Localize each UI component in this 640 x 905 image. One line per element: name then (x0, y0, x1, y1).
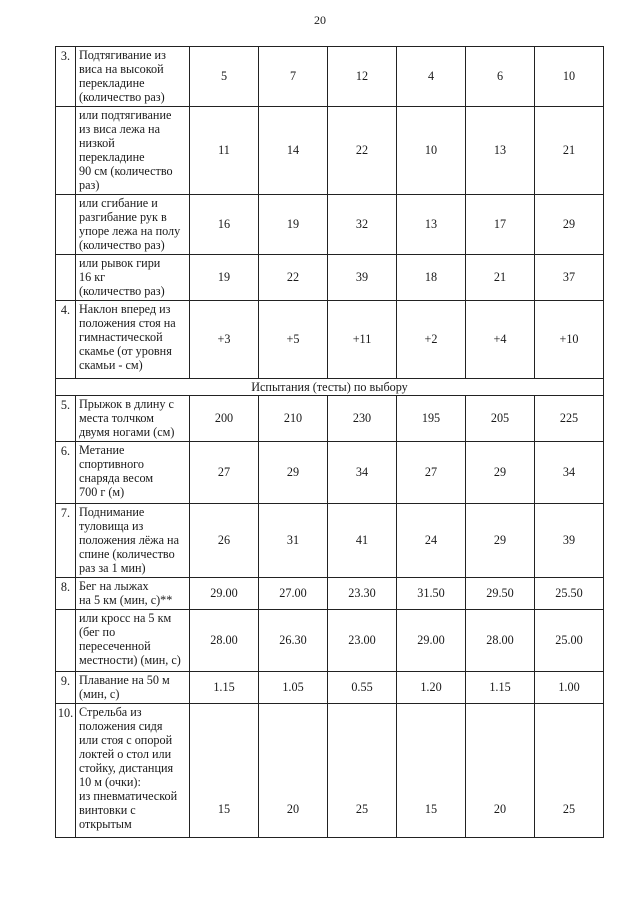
norm-value: 27 (190, 442, 259, 504)
table-row (56, 442, 604, 504)
table-row (56, 704, 604, 838)
norm-value: 7 (259, 47, 328, 107)
norm-value: 21 (466, 255, 535, 301)
norm-value: 230 (328, 396, 397, 442)
norm-value: 6 (466, 47, 535, 107)
norm-value: 16 (190, 195, 259, 255)
standards-table (55, 46, 604, 838)
exercise-name: Стрельба из положения сидя или стоя с опорой локтей о стол или стойку, дистанция 10 м (очки): из пневматической винтовки с открытым (76, 704, 190, 838)
section-title: Испытания (тесты) по выбору (56, 379, 604, 396)
norm-value: 22 (259, 255, 328, 301)
exercise-name: Наклон вперед из положения стоя на гимнастической скамье (от уровня скамьи - см) (76, 301, 190, 379)
norm-value: 0.55 (328, 672, 397, 704)
table-row (56, 672, 604, 704)
norm-value: 15 (190, 704, 259, 838)
norm-value: 22 (328, 107, 397, 195)
norm-value: +4 (466, 301, 535, 379)
table-row (56, 610, 604, 672)
norm-value: +10 (535, 301, 604, 379)
row-number (56, 107, 76, 195)
row-number (56, 255, 76, 301)
row-number (56, 195, 76, 255)
norm-value: 29.00 (190, 578, 259, 610)
norm-value: 28.00 (190, 610, 259, 672)
exercise-name: или подтягивание из виса лежа на низкой перекладине 90 см (количество раз) (76, 107, 190, 195)
norm-value: 210 (259, 396, 328, 442)
exercise-name: Бег на лыжах на 5 км (мин, с)** (76, 578, 190, 610)
exercise-name: Подтягивание из виса на высокой перекладине (количество раз) (76, 47, 190, 107)
norm-value: 37 (535, 255, 604, 301)
norm-value: 10 (535, 47, 604, 107)
norm-value: 27 (397, 442, 466, 504)
row-number (56, 610, 76, 672)
norm-value: 31 (259, 504, 328, 578)
norm-value: 29.50 (466, 578, 535, 610)
norm-value: 29 (466, 504, 535, 578)
norm-value: +3 (190, 301, 259, 379)
norm-value: 28.00 (466, 610, 535, 672)
norm-value: 20 (466, 704, 535, 838)
row-number: 6. (56, 442, 76, 504)
norm-value: 32 (328, 195, 397, 255)
row-number: 3. (56, 47, 76, 107)
table-row (56, 301, 604, 379)
norm-value: 21 (535, 107, 604, 195)
exercise-name: Поднимание туловища из положения лёжа на спине (количество раз за 1 мин) (76, 504, 190, 578)
norm-value: 24 (397, 504, 466, 578)
norm-value: 29.00 (397, 610, 466, 672)
norm-value: 25.00 (535, 610, 604, 672)
norm-value: 15 (397, 704, 466, 838)
row-number: 8. (56, 578, 76, 610)
norm-value: +11 (328, 301, 397, 379)
row-number: 7. (56, 504, 76, 578)
norm-value: 205 (466, 396, 535, 442)
norm-value: 1.00 (535, 672, 604, 704)
norm-value: 1.15 (190, 672, 259, 704)
norm-value: 17 (466, 195, 535, 255)
norm-value: 34 (535, 442, 604, 504)
norm-value: 195 (397, 396, 466, 442)
norm-value: 25 (328, 704, 397, 838)
norm-value: 29 (535, 195, 604, 255)
norm-value: 20 (259, 704, 328, 838)
page-number: 20 (314, 13, 326, 27)
table-row (56, 396, 604, 442)
exercise-name: Плавание на 50 м (мин, с) (76, 672, 190, 704)
table-row (56, 47, 604, 107)
norm-value: 23.30 (328, 578, 397, 610)
norm-value: 29 (259, 442, 328, 504)
norm-value: 1.15 (466, 672, 535, 704)
norm-value: 26 (190, 504, 259, 578)
table-row (56, 578, 604, 610)
section-row (56, 379, 604, 396)
exercise-name: или кросс на 5 км (бег по пересеченной местности) (мин, с) (76, 610, 190, 672)
table-row (56, 195, 604, 255)
row-number: 10. (56, 704, 76, 838)
norm-value: 14 (259, 107, 328, 195)
norm-value: 5 (190, 47, 259, 107)
norm-value: 26.30 (259, 610, 328, 672)
table-row (56, 504, 604, 578)
norm-value: 11 (190, 107, 259, 195)
norm-value: 13 (466, 107, 535, 195)
norm-value: 12 (328, 47, 397, 107)
norm-value: 39 (535, 504, 604, 578)
row-number: 9. (56, 672, 76, 704)
table-row (56, 107, 604, 195)
norm-value: 25.50 (535, 578, 604, 610)
norm-value: 27.00 (259, 578, 328, 610)
norm-value: 19 (190, 255, 259, 301)
norm-value: 1.05 (259, 672, 328, 704)
norm-value: 39 (328, 255, 397, 301)
norm-value: 200 (190, 396, 259, 442)
norm-value: 29 (466, 442, 535, 504)
exercise-name: Прыжок в длину с места толчком двумя ногами (см) (76, 396, 190, 442)
exercise-name: или сгибание и разгибание рук в упоре лежа на полу (количество раз) (76, 195, 190, 255)
exercise-name: или рывок гири 16 кг (количество раз) (76, 255, 190, 301)
norm-value: 19 (259, 195, 328, 255)
row-number: 4. (56, 301, 76, 379)
norm-value: 25 (535, 704, 604, 838)
norm-value: 225 (535, 396, 604, 442)
norm-value: 10 (397, 107, 466, 195)
exercise-name: Метание спортивного снаряда весом 700 г (м) (76, 442, 190, 504)
norm-value: +2 (397, 301, 466, 379)
table-row (56, 255, 604, 301)
norm-value: 18 (397, 255, 466, 301)
norm-value: 4 (397, 47, 466, 107)
norm-value: 41 (328, 504, 397, 578)
norm-value: 1.20 (397, 672, 466, 704)
row-number: 5. (56, 396, 76, 442)
norm-value: 31.50 (397, 578, 466, 610)
norm-value: +5 (259, 301, 328, 379)
norm-value: 13 (397, 195, 466, 255)
norm-value: 34 (328, 442, 397, 504)
norm-value: 23.00 (328, 610, 397, 672)
